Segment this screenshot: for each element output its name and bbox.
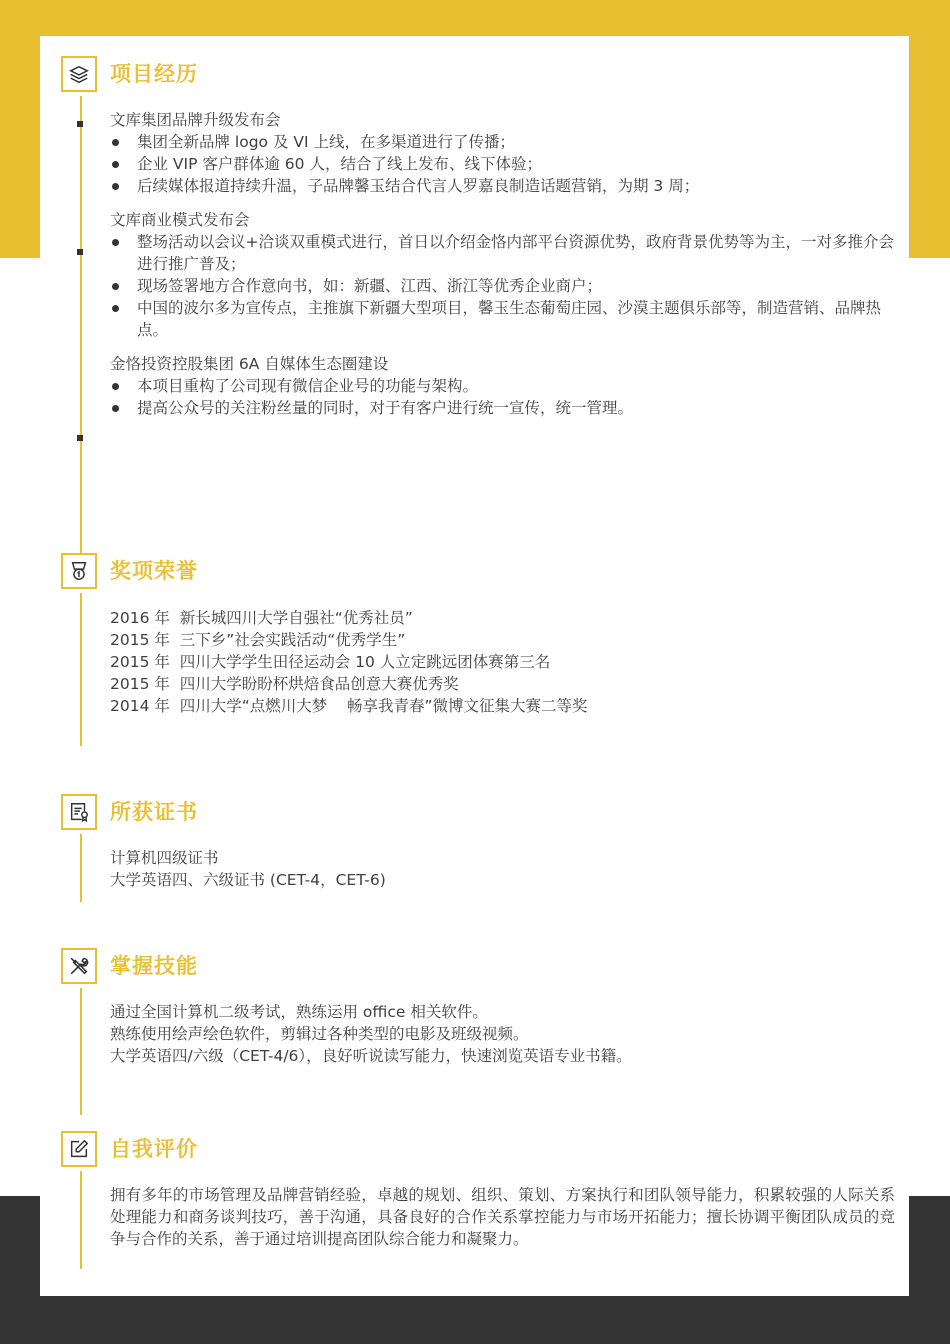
award-item: 2014 年 四川大学“点燃川大梦 畅享我青春”微博文征集大赛二等奖 xyxy=(110,697,588,715)
section-certificates xyxy=(40,794,909,889)
skills-list xyxy=(110,1001,895,1067)
list-item: 本项目重构了公司现有微信企业号的功能与架构。 xyxy=(110,375,895,397)
list-item: 企业 VIP 客户群体逾 60 人，结合了线上发布、线下体验； xyxy=(110,153,895,175)
self-evaluation-body xyxy=(110,1184,895,1250)
certificate-item: 大学英语四、六级证书 (CET-4，CET-6) xyxy=(110,871,386,889)
certificate-icon xyxy=(61,794,97,830)
section-title: 奖项荣誉 xyxy=(110,559,198,583)
section-title: 自我评价 xyxy=(110,1137,198,1161)
list-item: 集团全新品牌 logo 及 VI 上线，在多渠道进行了传播； xyxy=(110,131,895,153)
section-awards xyxy=(40,553,909,715)
list-item: 中国的波尔多为宣传点，主推旗下新疆大型项目，馨玉生态葡萄庄园、沙漠主题俱乐部等，制造营销、品牌热点。 xyxy=(110,297,895,341)
section-title: 项目经历 xyxy=(110,62,198,86)
section-skills xyxy=(40,948,909,1065)
project-item xyxy=(110,109,895,197)
timeline-line xyxy=(80,593,82,746)
award-item: 2015 年 四川大学盼盼杯烘焙食品创意大赛优秀奖 xyxy=(110,675,459,693)
certificate-item: 计算机四级证书 xyxy=(110,849,219,867)
list-item: 整场活动以会议+洽谈双重模式进行，首日以介绍金恪内部平台资源优势，政府背景优势等为主，一对多推介会进行推广普及； xyxy=(110,231,895,275)
certificates-list xyxy=(110,847,895,891)
award-item: 2015 年 三下乡”社会实践活动“优秀学生” xyxy=(110,631,406,649)
section-projects xyxy=(40,56,909,417)
awards-list xyxy=(110,607,895,717)
timeline-line xyxy=(80,1171,82,1269)
edit-icon xyxy=(61,1131,97,1167)
list-item: 后续媒体报道持续升温，子品牌馨玉结合代言人罗嘉良制造话题营销，为期 3 周； xyxy=(110,175,895,197)
skill-item: 大学英语四/六级（CET-4/6），良好听说读写能力，快速浏览英语专业书籍。 xyxy=(110,1047,632,1065)
section-title: 所获证书 xyxy=(110,800,198,824)
tools-icon xyxy=(61,948,97,984)
timeline-marker xyxy=(77,121,83,127)
list-item: 现场签署地方合作意向书，如：新疆、江西、浙江等优秀企业商户； xyxy=(110,275,895,297)
timeline-line xyxy=(80,988,82,1115)
project-title: 金恪投资控股集团 6A 自媒体生态圈建设 xyxy=(110,355,389,373)
timeline-marker xyxy=(77,249,83,255)
projects-list xyxy=(110,109,895,431)
timeline-line xyxy=(80,834,82,902)
project-title: 文库商业模式发布会 xyxy=(110,211,250,229)
award-item: 2015 年 四川大学学生田径运动会 10 人立定跳远团体赛第三名 xyxy=(110,653,551,671)
project-item xyxy=(110,209,895,341)
list-item: 提高公众号的关注粉丝量的同时，对于有客户进行统一宣传，统一管理。 xyxy=(110,397,895,419)
skill-item: 通过全国计算机二级考试，熟练运用 office 相关软件。 xyxy=(110,1003,488,1021)
medal-icon xyxy=(61,553,97,589)
project-title: 文库集团品牌升级发布会 xyxy=(110,111,281,129)
project-item xyxy=(110,353,895,419)
timeline-marker xyxy=(77,435,83,441)
section-title: 掌握技能 xyxy=(110,954,198,978)
timeline-line xyxy=(80,96,82,562)
section-self-evaluation xyxy=(40,1131,909,1248)
skill-item: 熟练使用绘声绘色软件，剪辑过各种类型的电影及班级视频。 xyxy=(110,1025,529,1043)
self-evaluation-text: 拥有多年的市场管理及品牌营销经验，卓越的规划、组织、策划、方案执行和团队领导能力，积累较强的人际关系处理能力和商务谈判技巧，善于沟通，具备良好的合作关系掌控能力与市场开拓能力；擅长协调平衡团队成员的竞争与合作的关系，善于通过培训提高团队综合能力和凝聚力。 xyxy=(110,1186,895,1248)
award-item: 2016 年 新长城四川大学自强社“优秀社员” xyxy=(110,609,413,627)
layers-icon xyxy=(61,56,97,92)
